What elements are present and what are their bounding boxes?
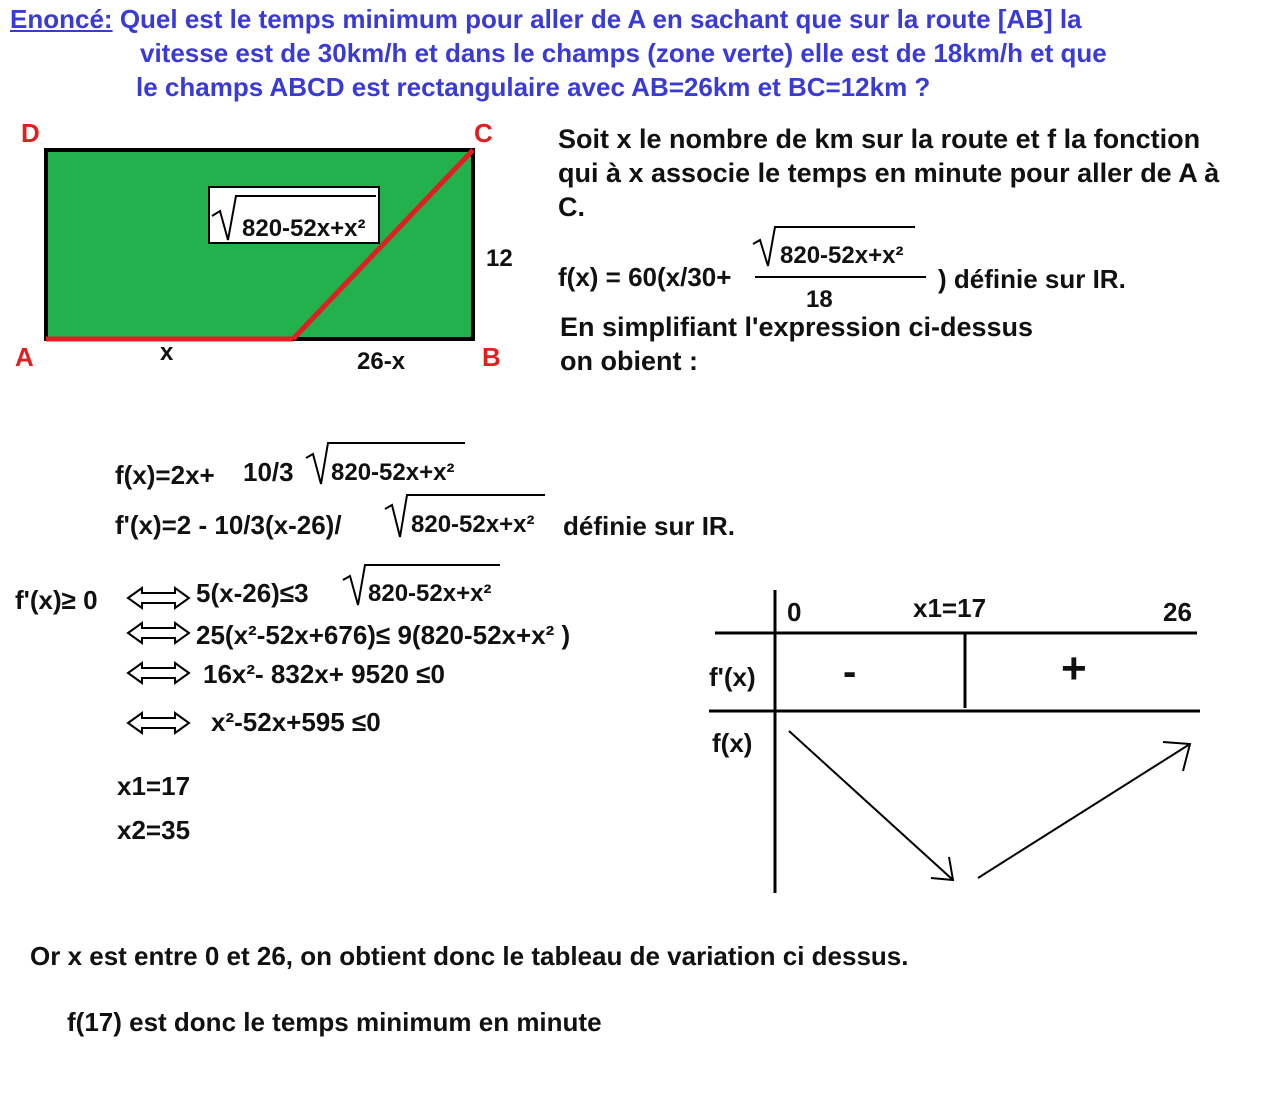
conclusion-line-1: Or x est entre 0 et 26, on obtient donc le tableau de variation ci dessus.: [30, 941, 909, 971]
table-x-end: 26: [1163, 597, 1192, 627]
f-simplified-prefix: f(x)=2x+: [115, 460, 215, 490]
derivative-sign-start: f'(x)≥ 0: [15, 585, 98, 615]
statement-line-2: vitesse est de 30km/h et dans le champs (zone verte) elle est de 18km/h et que: [140, 38, 1107, 68]
increasing-arrow-icon: [978, 744, 1190, 878]
f-definition-suffix: ) définie sur IR.: [938, 264, 1126, 294]
vertex-a-label: A: [15, 342, 34, 372]
statement-label: Enoncé:: [10, 4, 113, 34]
equivalence-arrow-2-icon: [128, 623, 189, 643]
f-definition-prefix: f(x) = 60(x/30+: [558, 262, 732, 292]
vertex-d-label: D: [21, 118, 40, 148]
f-simplified-coef: 10/3: [243, 457, 294, 487]
equivalence-arrow-1-icon: [128, 588, 189, 608]
simplify-line-1: En simplifiant l'expression ci-dessus: [560, 312, 1034, 342]
equivalence-arrow-4-icon: [128, 713, 189, 733]
intro-line-3: C.: [558, 192, 585, 222]
inequality-step-1-left: 5(x-26)≤3: [196, 578, 309, 608]
equivalence-arrow-3-icon: [128, 663, 189, 683]
segment-26-minus-x-label: 26-x: [357, 348, 406, 375]
intro-line-2: qui à x associe le temps en minute pour aller de A à: [558, 158, 1220, 188]
vertex-c-label: C: [474, 118, 493, 148]
decreasing-arrow-icon: [789, 731, 953, 880]
fprime-radicand: 820-52x+x²: [411, 511, 535, 538]
variation-arrows: [789, 731, 1190, 880]
table-row-derivative-label: f'(x): [709, 662, 756, 692]
table-sign-negative: -: [843, 650, 857, 694]
f-definition-numerator: 820-52x+x²: [780, 242, 904, 269]
root-x1: x1=17: [117, 771, 191, 801]
table-row-function-label: f(x): [712, 728, 753, 758]
f-simplified-radicand: 820-52x+x²: [331, 459, 455, 486]
side-bc-label: 12: [486, 245, 513, 272]
vertex-b-label: B: [482, 342, 501, 372]
inequality-step-4: x²-52x+595 ≤0: [211, 707, 381, 737]
variation-table-grid: [709, 590, 1200, 893]
inequality-step-2: 25(x²-52x+676)≤ 9(820-52x+x² ): [196, 620, 571, 650]
fprime-prefix: f'(x)=2 - 10/3(x-26)/: [115, 510, 342, 540]
f-definition-denominator: 18: [806, 286, 833, 313]
equivalence-arrows: [128, 588, 189, 733]
root-x2: x2=35: [117, 815, 191, 845]
conclusion-line-2: f(17) est donc le temps minimum en minute: [67, 1007, 602, 1037]
inequality-step-3: 16x²- 832x+ 9520 ≤0: [203, 659, 445, 689]
field-rectangle: [46, 150, 473, 339]
table-x-start: 0: [787, 597, 802, 627]
simplify-line-2: on obient :: [560, 346, 698, 376]
segment-x-label: x: [160, 339, 174, 366]
intro-line-1: Soit x le nombre de km sur la route et f la fonction: [558, 124, 1201, 154]
statement-line-3: le champs ABCD est rectangulaire avec AB=26km et BC=12km ?: [136, 72, 931, 102]
statement-text-1: Quel est le temps minimum pour aller de A en sachant que sur la route [AB] la: [119, 4, 1082, 34]
figure-radicand: 820-52x+x²: [242, 215, 366, 242]
fprime-suffix: définie sur IR.: [563, 511, 735, 541]
table-sign-positive: +: [1061, 644, 1087, 693]
table-x-mid: x1=17: [913, 593, 987, 623]
inequality-step-1-radicand: 820-52x+x²: [368, 580, 492, 607]
